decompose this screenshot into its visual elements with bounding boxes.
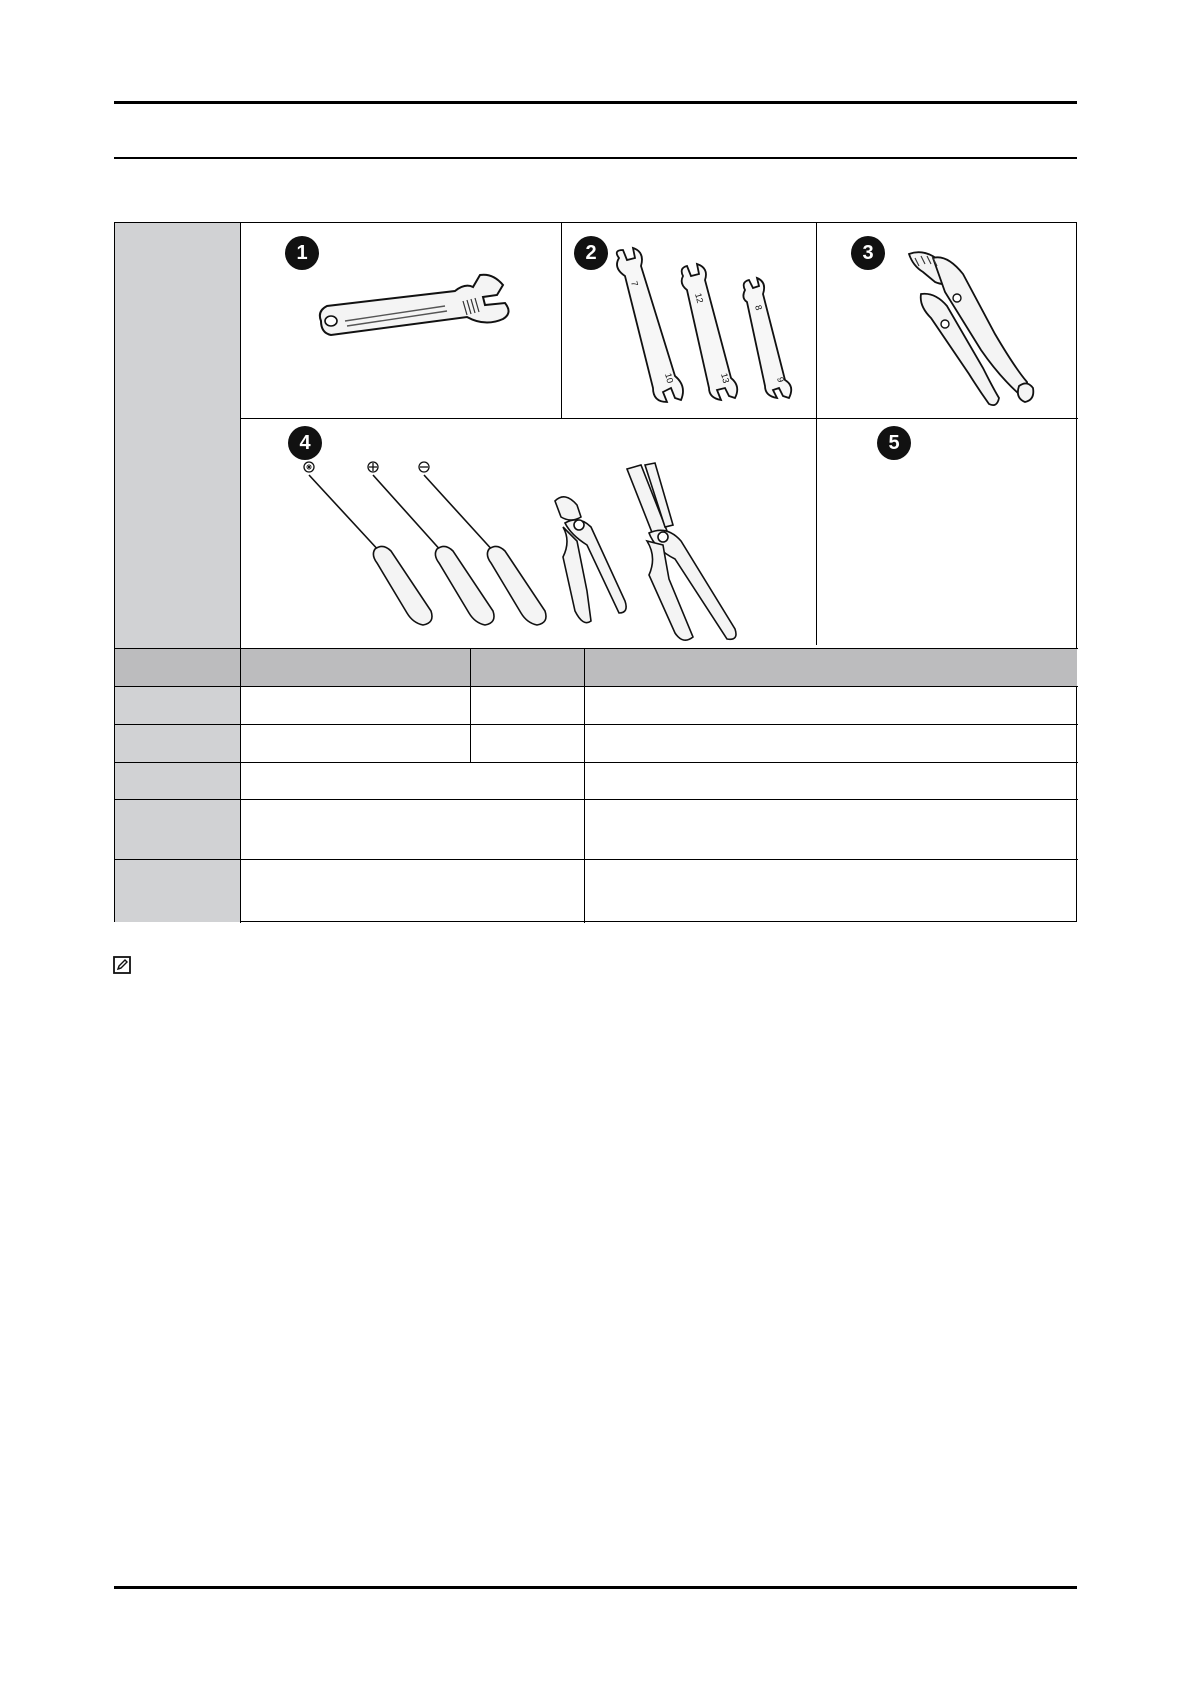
header-cell-4	[585, 648, 1077, 686]
tool-table	[114, 222, 1077, 922]
header-rule-bottom	[114, 157, 1077, 159]
torx-tip-icon	[304, 462, 314, 472]
image-number-2: 2	[574, 236, 608, 270]
locking-pliers-icon	[895, 248, 1035, 413]
row-label-2	[115, 725, 240, 762]
image-label-cell	[115, 223, 240, 648]
image-number-1: 1	[285, 236, 319, 270]
image-number-5: 5	[877, 426, 911, 460]
open-end-wrench-set-icon	[605, 248, 815, 413]
image-number-3: 3	[851, 236, 885, 270]
wrench-marking-10: 10	[663, 371, 676, 385]
row-label-1	[115, 687, 240, 724]
wrench-marking-13: 13	[719, 371, 732, 385]
row-label-3	[115, 763, 240, 799]
header-cell-3	[471, 648, 584, 686]
adjustable-wrench-icon	[315, 273, 535, 343]
phillips-tip-icon	[368, 462, 378, 472]
flat-tip-icon	[419, 462, 429, 472]
wrench-marking-8: 8	[753, 303, 765, 312]
header-cell-2	[241, 648, 470, 686]
image-number-4: 4	[288, 426, 322, 460]
header-cell-1	[115, 648, 240, 686]
row-label-4	[115, 800, 240, 859]
note-pencil-icon	[113, 956, 131, 974]
wrench-marking-7: 7	[629, 279, 641, 288]
header-rule-top	[114, 101, 1077, 104]
wrench-marking-12: 12	[693, 291, 706, 305]
row-label-5	[115, 860, 240, 922]
screwdrivers-and-pliers-icon	[295, 461, 815, 641]
wrench-marking-9: 9	[775, 375, 787, 384]
footer-rule	[114, 1586, 1077, 1589]
